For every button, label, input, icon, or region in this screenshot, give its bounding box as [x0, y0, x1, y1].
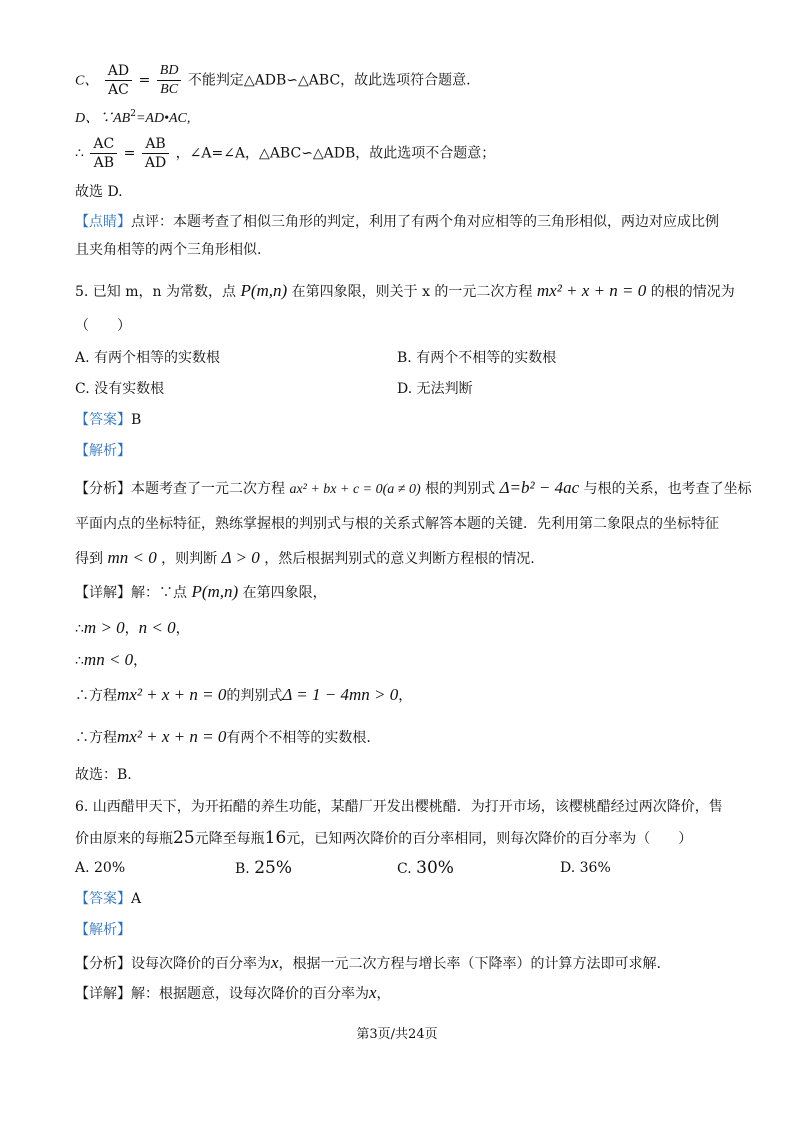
q5-answer: 【答案】B — [75, 412, 142, 428]
q5-option-a: A. 有两个相等的实数根 — [75, 350, 221, 366]
q6-option-d: D. 36% — [560, 860, 611, 876]
q5-choose: 故选：B. — [75, 767, 132, 783]
dianjing-line-2: 且夹角相等的两个三角形相似. — [75, 242, 262, 258]
q6-option-b: B. 25% — [235, 858, 292, 878]
question-6: 6. 山西醋甲天下，为开拓醋的养生功能，某醋厂开发出樱桃醋．为打开市场，该樱桃醋经过两次降价，售 — [75, 799, 723, 815]
q5-step-3: ∴方程mx² + x + n = 0的判别式Δ = 1 − 4mn > 0， — [75, 685, 413, 704]
fraction-ad-ac: $\frac{AD}{AC}$ — [105, 62, 132, 99]
q5-jiexi: 【解析】 — [75, 443, 131, 459]
q5-step-4: ∴方程mx² + x + n = 0有两个不相等的实数根. — [75, 727, 371, 746]
q5-detail: 【详解】解：∵点 P(m,n) 在第四象限， — [75, 582, 327, 601]
dianjing-line: 【点睛】点评：本题考查了相似三角形的判定，利用了有两个角对应相等的三角形相似，两边对应成比例 — [75, 214, 719, 230]
q5-option-b: B. 有两个不相等的实数根 — [397, 350, 557, 366]
q5-step-1: ∴m > 0，n < 0， — [75, 618, 190, 637]
q6-fenxi: 【分析】设每次降价的百分率为x，根据一元二次方程与增长率（下降率）的计算方法即可求解. — [75, 953, 661, 972]
question-5: 5. 已知 m，n 为常数，点 P(m,n) 在第四象限，则关于 x 的一元二次方程 mx² + x + n = 0 的根的情况为 — [75, 281, 735, 300]
option-d-line: D、$\because AB^2=AD•AC$, — [75, 109, 191, 126]
q6-jiexi: 【解析】 — [75, 922, 131, 938]
choose-d: 故选 D. — [75, 184, 123, 200]
q6-answer: 【答案】A — [75, 891, 142, 907]
q6-option-c: C. 30% — [397, 858, 454, 878]
ratio-line: ∴ $\frac{AC}{AB}$ = $\frac{AB}{AD}$ ，∠A=∠A，△ABC∽△ADB，故此选项不合题意； — [75, 136, 496, 171]
option-c-line: C、 $\frac{AD}{AC}$ = $\frac{BD}{BC}$ 不能判定△ADB∽△ABC，故此选项符合题意. — [75, 63, 471, 98]
q5-fenxi-2: 平面内点的坐标特征，熟练掌握根的判别式与根的关系式解答本题的关键．先利用第二象限点的坐标特征 — [75, 516, 719, 532]
fraction-ab-ad: $\frac{AB}{AD}$ — [142, 135, 169, 172]
q6-option-a: A. 20% — [75, 860, 126, 876]
q5-option-c: C. 没有实数根 — [75, 381, 165, 397]
q5-fenxi-3: 得到 mn < 0 ，则判断 Δ > 0 ，然后根据判别式的意义判断方程根的情况. — [75, 548, 535, 567]
question-6-line-2: 价由原来的每瓶25元降至每瓶16元，已知两次降价的百分率相同，则每次降价的百分率为（ ） — [75, 828, 693, 848]
fraction-bd-bc: $\frac{BD}{BC}$ — [157, 62, 182, 99]
page-footer: 第3页/共24页 — [356, 1027, 438, 1042]
q6-detail: 【详解】解：根据题意，设每次降价的百分率为x， — [75, 983, 391, 1002]
question-5-paren: （ ） — [75, 318, 131, 334]
q5-fenxi: 【分析】本题考查了一元二次方程 ax² + bx + c = 0(a ≠ 0) 根的判别式 Δ=b² − 4ac 与根的关系，也考查了坐标 — [75, 478, 752, 497]
fraction-ac-ab: $\frac{AC}{AB}$ — [90, 135, 117, 172]
q5-option-d: D. 无法判断 — [397, 381, 473, 397]
q5-step-2: ∴mn < 0， — [75, 650, 148, 669]
